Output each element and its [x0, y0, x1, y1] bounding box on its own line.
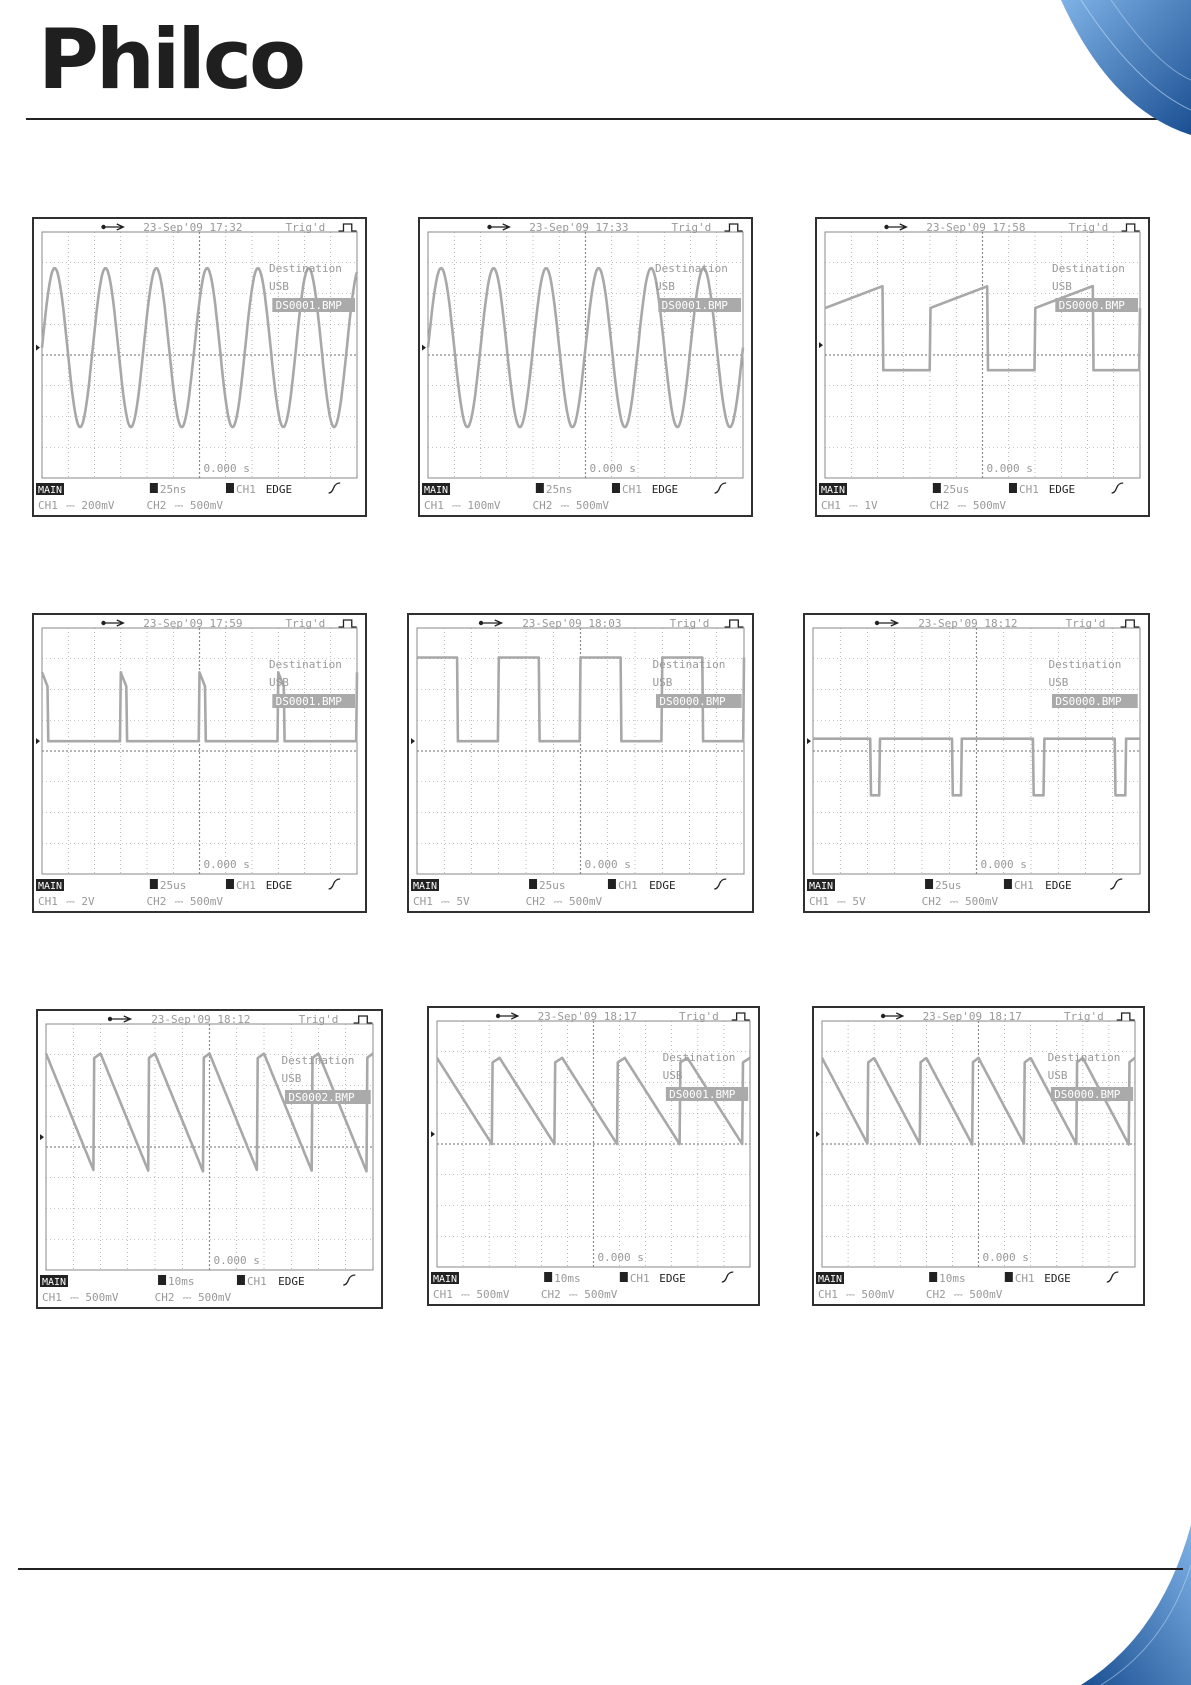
timebase: 25us	[935, 879, 962, 892]
trigger-pulse-icon	[1117, 1013, 1135, 1020]
oscilloscope-screenshot	[815, 217, 1150, 517]
menu-destination: Destination	[1052, 262, 1125, 275]
menu-filename: DS0000.BMP	[1054, 1088, 1121, 1101]
timebase: 25ns	[545, 483, 573, 496]
mode-label: MAIN	[38, 881, 63, 892]
ch1-scale: ⎓ 2V	[66, 895, 95, 908]
time-offset: 0.000 s	[203, 858, 250, 871]
usb-icon	[875, 620, 898, 626]
ch1-scale: ⎓ 5V	[441, 895, 470, 908]
ch1-scale: ⎓ 100mV	[452, 499, 501, 512]
trigger-status: Trig'd	[671, 221, 712, 234]
channel-marker-icon	[819, 342, 823, 348]
trigger-status: Trig'd	[298, 1013, 339, 1026]
menu-usb: USB	[655, 280, 675, 293]
trigger-source: CH1	[629, 1272, 650, 1285]
timebase: 25us	[539, 879, 566, 892]
rising-edge-icon	[714, 879, 726, 889]
rising-edge-icon	[329, 879, 341, 889]
trigger-type: EDGE	[1048, 483, 1076, 496]
mode-label: MAIN	[42, 1277, 67, 1288]
ch1-label: CH1	[433, 1288, 453, 1301]
trigger-source: CH1	[617, 879, 638, 892]
ch1-scale: ⎓ 1V	[849, 499, 878, 512]
channel-marker-icon	[422, 345, 426, 351]
timebase: 25ns	[159, 483, 187, 496]
trigger-pulse-icon	[732, 1013, 750, 1020]
menu-destination: Destination	[269, 262, 342, 275]
rising-edge-icon	[722, 1272, 734, 1282]
rising-edge-icon	[329, 483, 341, 493]
ch2-scale: ⎓ 500mV	[560, 499, 610, 512]
ch1-scale: ⎓ 500mV	[70, 1291, 119, 1304]
usb-icon	[487, 224, 509, 230]
scope-date: 23-Sep'09 17:58	[926, 221, 1026, 234]
menu-usb: USB	[662, 1069, 683, 1082]
oscilloscope-screenshot	[36, 1009, 383, 1309]
ch2-label: CH2	[929, 499, 950, 512]
scope-date: 23-Sep'09 17:59	[143, 617, 243, 630]
menu-usb: USB	[281, 1072, 302, 1085]
trigger-status: Trig'd	[1065, 617, 1106, 630]
time-offset: 0.000 s	[982, 1251, 1029, 1264]
ch2-label: CH2	[525, 895, 546, 908]
waveform-trace	[42, 268, 357, 427]
menu-filename: DS0000.BMP	[1058, 299, 1125, 312]
ch2-scale: ⎓ 500mV	[568, 1288, 618, 1301]
trigger-status: Trig'd	[285, 617, 326, 630]
ch1-label: CH1	[809, 895, 829, 908]
ch1-label: CH1	[38, 499, 58, 512]
rising-edge-icon	[1107, 1272, 1119, 1282]
menu-filename: DS0001.BMP	[669, 1088, 736, 1101]
trigger-pulse-icon	[725, 224, 743, 231]
time-offset: 0.000 s	[213, 1254, 260, 1267]
scope-date: 23-Sep'09 17:32	[143, 221, 243, 234]
channel-marker-icon	[40, 1134, 44, 1140]
ch2-label: CH2	[146, 895, 167, 908]
rising-edge-icon	[1112, 483, 1124, 493]
menu-filename: DS0001.BMP	[275, 299, 342, 312]
rising-edge-icon	[343, 1275, 355, 1285]
trigger-pulse-icon	[1122, 224, 1140, 231]
scope-date: 23-Sep'09 18:03	[522, 617, 622, 630]
time-offset: 0.000 s	[986, 462, 1033, 475]
waveform-trace	[813, 739, 1140, 796]
usb-icon	[881, 1013, 903, 1019]
trigger-type: EDGE	[649, 879, 676, 892]
mode-label: MAIN	[818, 1274, 843, 1285]
ch2-label: CH2	[532, 499, 553, 512]
channel-marker-icon	[36, 345, 40, 351]
rising-edge-icon	[1110, 879, 1122, 889]
mode-label: MAIN	[433, 1274, 458, 1285]
menu-filename: DS0002.BMP	[288, 1091, 355, 1104]
ch1-label: CH1	[424, 499, 444, 512]
menu-filename: DS0001.BMP	[275, 695, 342, 708]
menu-usb: USB	[1047, 1069, 1068, 1082]
trigger-type: EDGE	[651, 483, 679, 496]
menu-filename: DS0000.BMP	[659, 695, 726, 708]
time-offset: 0.000 s	[589, 462, 636, 475]
ch1-label: CH1	[413, 895, 433, 908]
ch2-scale: ⎓ 500mV	[174, 499, 224, 512]
oscilloscope-screenshot	[427, 1006, 760, 1306]
ch1-label: CH1	[818, 1288, 838, 1301]
time-offset: 0.000 s	[584, 858, 631, 871]
usb-icon	[496, 1013, 518, 1019]
trigger-source: CH1	[235, 879, 256, 892]
scope-date: 23-Sep'09 18:12	[918, 617, 1018, 630]
oscilloscope-screenshot	[418, 217, 753, 517]
philco-logo: Philco	[38, 11, 304, 108]
ch2-label: CH2	[921, 895, 942, 908]
trigger-source: CH1	[1013, 879, 1034, 892]
usb-icon	[884, 224, 906, 230]
rising-edge-icon	[715, 483, 727, 493]
usb-icon	[108, 1016, 131, 1022]
menu-usb: USB	[1052, 280, 1072, 293]
ch2-label: CH2	[146, 499, 167, 512]
oscilloscope-screenshot	[407, 613, 754, 913]
menu-destination: Destination	[281, 1054, 355, 1067]
footer-rule	[18, 1568, 1183, 1570]
trigger-status: Trig'd	[285, 221, 326, 234]
ch2-label: CH2	[154, 1291, 175, 1304]
ch2-scale: ⎓ 500mV	[953, 1288, 1003, 1301]
time-offset: 0.000 s	[203, 462, 250, 475]
ch1-scale: ⎓ 500mV	[846, 1288, 895, 1301]
menu-destination: Destination	[1048, 658, 1122, 671]
mode-label: MAIN	[424, 485, 449, 496]
corner-graphic-bottom	[1081, 1525, 1191, 1685]
ch1-label: CH1	[821, 499, 841, 512]
header-rule	[26, 118, 1166, 120]
oscilloscope-screenshot	[32, 217, 367, 517]
trigger-status: Trig'd	[1064, 1010, 1104, 1023]
trigger-status: Trig'd	[1068, 221, 1109, 234]
channel-marker-icon	[816, 1131, 820, 1137]
mode-label: MAIN	[809, 881, 834, 892]
ch2-scale: ⎓ 500mV	[174, 895, 224, 908]
channel-marker-icon	[807, 738, 811, 744]
scope-date: 23-Sep'09 18:17	[537, 1010, 637, 1023]
ch1-scale: ⎓ 500mV	[461, 1288, 510, 1301]
ch2-scale: ⎓ 500mV	[182, 1291, 232, 1304]
oscilloscope-screenshot	[812, 1006, 1145, 1306]
trigger-status: Trig'd	[669, 617, 710, 630]
timebase: 25us	[942, 483, 970, 496]
corner-graphic-top	[1041, 0, 1191, 140]
trigger-pulse-icon	[339, 620, 357, 627]
trigger-type: EDGE	[278, 1275, 305, 1288]
usb-icon	[101, 224, 123, 230]
oscilloscope-screenshot	[32, 613, 367, 913]
trigger-source: CH1	[246, 1275, 267, 1288]
menu-destination: Destination	[1047, 1051, 1121, 1064]
trigger-source: CH1	[1014, 1272, 1035, 1285]
scope-date: 23-Sep'09 18:17	[922, 1010, 1022, 1023]
mode-label: MAIN	[821, 485, 846, 496]
menu-usb: USB	[652, 676, 673, 689]
time-offset: 0.000 s	[597, 1251, 644, 1264]
trigger-type: EDGE	[659, 1272, 686, 1285]
menu-destination: Destination	[652, 658, 726, 671]
trigger-pulse-icon	[1121, 620, 1140, 627]
ch2-scale: ⎓ 500mV	[553, 895, 603, 908]
ch2-scale: ⎓ 500mV	[949, 895, 999, 908]
menu-destination: Destination	[655, 262, 728, 275]
trigger-source: CH1	[621, 483, 642, 496]
menu-filename: DS0000.BMP	[1055, 695, 1122, 708]
menu-usb: USB	[1048, 676, 1069, 689]
oscilloscope-screenshot	[803, 613, 1150, 913]
ch1-scale: ⎓ 5V	[837, 895, 866, 908]
trigger-type: EDGE	[265, 879, 293, 892]
scope-date: 23-Sep'09 18:12	[151, 1013, 251, 1026]
channel-marker-icon	[36, 738, 40, 744]
menu-filename: DS0001.BMP	[661, 299, 728, 312]
timebase: 10ms	[939, 1272, 966, 1285]
trigger-type: EDGE	[1045, 879, 1072, 892]
mode-label: MAIN	[38, 485, 63, 496]
scope-date: 23-Sep'09 17:33	[529, 221, 629, 234]
ch2-label: CH2	[925, 1288, 946, 1301]
usb-icon	[101, 620, 123, 626]
channel-marker-icon	[431, 1131, 435, 1137]
time-offset: 0.000 s	[980, 858, 1027, 871]
menu-usb: USB	[269, 280, 289, 293]
timebase: 10ms	[554, 1272, 581, 1285]
timebase: 25us	[159, 879, 187, 892]
trigger-source: CH1	[1018, 483, 1039, 496]
ch1-label: CH1	[38, 895, 58, 908]
trigger-pulse-icon	[339, 224, 357, 231]
mode-label: MAIN	[413, 881, 438, 892]
ch2-label: CH2	[540, 1288, 561, 1301]
trigger-status: Trig'd	[679, 1010, 719, 1023]
trigger-pulse-icon	[354, 1016, 373, 1023]
ch1-scale: ⎓ 200mV	[66, 499, 115, 512]
trigger-type: EDGE	[1044, 1272, 1071, 1285]
ch2-scale: ⎓ 500mV	[957, 499, 1007, 512]
trigger-pulse-icon	[725, 620, 744, 627]
menu-destination: Destination	[269, 658, 342, 671]
usb-icon	[479, 620, 502, 626]
menu-destination: Destination	[662, 1051, 736, 1064]
timebase: 10ms	[168, 1275, 195, 1288]
trigger-type: EDGE	[265, 483, 293, 496]
trigger-source: CH1	[235, 483, 256, 496]
channel-marker-icon	[411, 738, 415, 744]
ch1-label: CH1	[42, 1291, 62, 1304]
menu-usb: USB	[269, 676, 289, 689]
